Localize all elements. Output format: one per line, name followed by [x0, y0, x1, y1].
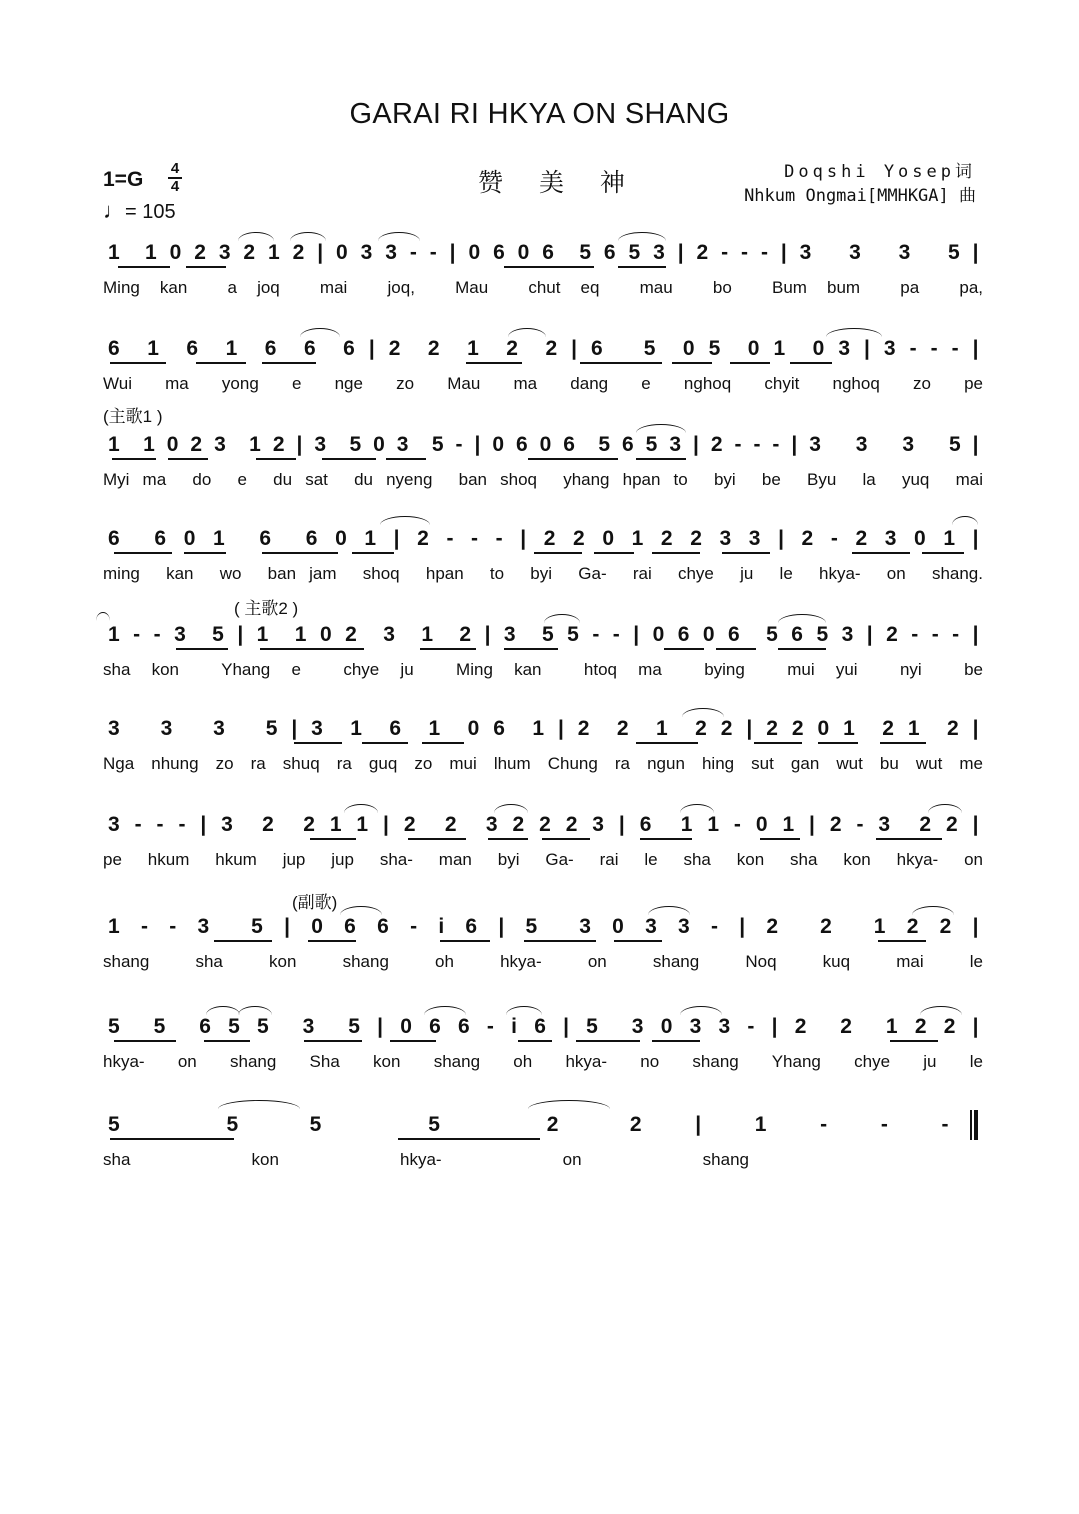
beam-underline [176, 648, 228, 650]
slur [378, 232, 420, 241]
lyricist-credit: Doqshi Yosep词 [784, 162, 976, 182]
lyrics-line: Nga nhung zo ra shuq ra guq zo mui lhum Chung ra ngun hing sut gan wut bu wut me [103, 754, 983, 773]
beam-underline [386, 458, 426, 460]
lyrics-line: sha kon hkya- on shang [103, 1150, 749, 1169]
slur [826, 328, 882, 337]
score-system-9 [0, 1010, 1079, 1080]
slur [300, 328, 340, 337]
beam-underline [352, 552, 394, 554]
time-signature-bottom: 4 [170, 178, 180, 195]
beam-underline [466, 362, 522, 364]
beam-underline [168, 458, 208, 460]
lyrics-line: ming kan wo ban jam shoq hpan to byi Ga- rai chye ju le hkya- on shang. [103, 564, 983, 583]
beam-underline [118, 266, 170, 268]
beam-underline [310, 838, 356, 840]
slur [912, 906, 954, 915]
score-system-5 [0, 599, 1079, 688]
slur [218, 1100, 300, 1109]
lyrics-line: sha kon Yhang e chye ju Ming kan htoq ma bying mui yui nyi be [103, 660, 983, 679]
beam-underline [664, 648, 704, 650]
beam-underline [390, 1040, 436, 1042]
beam-underline [722, 552, 770, 554]
beam-underline [614, 940, 662, 942]
beam-underline [524, 940, 596, 942]
slur [380, 516, 430, 525]
beam-underline [790, 362, 832, 364]
time-signature [168, 162, 182, 194]
beam-underline [636, 742, 698, 744]
quarter-note-icon: ♩ [103, 198, 125, 223]
slur [238, 1006, 272, 1015]
lyrics-line: Myi ma do e du sat du nyeng ban shoq yhang hpan to byi be Byu la yuq mai [103, 470, 983, 489]
beam-underline [640, 838, 692, 840]
slur [206, 1006, 240, 1015]
beam-underline [256, 458, 296, 460]
score-system-1 [0, 236, 1079, 306]
slur [920, 1006, 962, 1015]
beam-underline [294, 742, 342, 744]
beam-underline [760, 838, 800, 840]
time-signature-top: 4 [170, 160, 180, 177]
beam-underline [504, 266, 594, 268]
slur [682, 708, 724, 717]
composer-credit: Nhkum Ongmai[MMHKGA] 曲 [744, 186, 976, 206]
final-barline [970, 1110, 979, 1140]
beam-underline [322, 458, 376, 460]
beam-underline [422, 742, 464, 744]
beam-underline [518, 1040, 552, 1042]
beam-underline [594, 552, 634, 554]
tempo-value: = 105 [125, 201, 176, 223]
score-system-10 [0, 1108, 1079, 1178]
beam-underline [818, 742, 858, 744]
slur [344, 804, 378, 813]
beam-underline [262, 362, 316, 364]
notation-line: 3 3 3 5 | 3 1 6 1 0 6 1 | 2 2 1 2 2 | 2 2 0 1 2 1 2 | [108, 717, 979, 740]
beam-underline [890, 1040, 938, 1042]
beam-underline [204, 1040, 250, 1042]
notation-line: 1 1 0 2 3 1 2 | 3 5 0 3 5 - | 0 6 0 6 5 6 5 3 | 2 - - - | 3 3 3 5 | [108, 433, 979, 456]
beam-underline [308, 940, 356, 942]
lyrics-line: Ming kan a joq mai joq, Mau chut eq mau bo Bum bum pa pa, [103, 278, 983, 297]
beam-underline [110, 362, 166, 364]
beam-underline [652, 552, 700, 554]
slur [680, 1006, 722, 1015]
song-title: GARAI RI HKYA ON SHANG [349, 98, 730, 130]
slur [238, 232, 274, 241]
slur [494, 804, 528, 813]
tempo-marking [103, 198, 176, 224]
beam-underline [754, 742, 802, 744]
notation-line: 5 5 5 5 2 2 | 1 - - - [108, 1113, 949, 1136]
beam-underline [580, 362, 662, 364]
slur [778, 614, 826, 623]
beam-underline [184, 552, 226, 554]
beam-underline [214, 940, 272, 942]
slur [648, 906, 690, 915]
slur [636, 424, 686, 433]
lyrics-line: Wui ma yong e nge zo Mau ma dang e nghoq chyit nghoq zo pe [103, 374, 983, 393]
score-system-8 [0, 893, 1079, 980]
beam-underline [876, 838, 942, 840]
score-system-6 [0, 712, 1079, 782]
beam-underline [304, 1040, 362, 1042]
score-system-2 [0, 332, 1079, 402]
slur [528, 1100, 610, 1109]
beam-underline [398, 1138, 540, 1140]
slur [340, 906, 382, 915]
beam-underline [778, 648, 826, 650]
beam-underline [114, 552, 172, 554]
lyrics-line: pe hkum hkum jup jup sha- man byi Ga- rai le sha kon sha kon hkya- on [103, 850, 983, 869]
slur [96, 612, 110, 621]
beam-underline [488, 838, 528, 840]
beam-underline [852, 552, 910, 554]
key-signature: 1=G [103, 168, 144, 191]
slur [928, 804, 962, 813]
beam-underline [534, 552, 582, 554]
score-system-7 [0, 808, 1079, 878]
notation-line: 1 1 0 2 3 2 1 2 | 0 3 3 - - | 0 6 0 6 5 6 5 3 | 2 - - - | 3 3 3 5 | [108, 241, 979, 264]
notation-line: 6 1 6 1 6 6 6 | 2 2 1 2 2 | 6 5 0 5 0 1 0 3 | 3 - - - | [108, 337, 979, 360]
score-system-4 [0, 522, 1079, 592]
notation-line: 1 - - 3 5 | 1 1 0 2 3 1 2 | 3 5 5 - - | 0 6 0 6 5 6 5 3 | 2 - - - | [108, 623, 979, 646]
beam-underline [922, 552, 964, 554]
beam-underline [528, 458, 618, 460]
beam-underline [576, 1040, 640, 1042]
section-label: (主歌1 ) [103, 407, 163, 426]
slur [680, 804, 714, 813]
beam-underline [730, 362, 770, 364]
beam-underline [114, 1040, 176, 1042]
slur [424, 1006, 466, 1015]
beam-underline [260, 648, 364, 650]
slur [618, 232, 666, 241]
beam-underline [420, 648, 476, 650]
beam-underline [716, 648, 756, 650]
beam-underline [672, 362, 712, 364]
beam-underline [878, 940, 926, 942]
beam-underline [652, 1040, 700, 1042]
notation-line: 3 - - - | 3 2 2 1 1 | 2 2 3 2 2 2 3 | 6 1 1 - 0 1 | 2 - 3 2 2 | [108, 813, 979, 836]
score-system-3 [0, 407, 1079, 498]
lyrics-line: shang sha kon shang oh hkya- on shang Noq kuq mai le [103, 952, 983, 971]
beam-underline [186, 266, 226, 268]
beam-underline [618, 266, 666, 268]
beam-underline [196, 362, 246, 364]
notation-line: 1 - - 3 5 | 0 6 6 - i 6 | 5 3 0 3 3 - | 2 2 1 2 2 | [108, 915, 979, 938]
slur [506, 1006, 542, 1015]
slur [544, 614, 580, 623]
beam-underline [362, 742, 408, 744]
beam-underline [504, 648, 558, 650]
beam-underline [262, 552, 338, 554]
subtitle: 赞 美 神 [478, 168, 639, 197]
slur [508, 328, 546, 337]
beam-underline [110, 1138, 234, 1140]
lyrics-line: hkya- on shang Sha kon shang oh hkya- no shang Yhang chye ju le [103, 1052, 983, 1071]
beam-underline [408, 838, 466, 840]
section-label: (副歌) [292, 893, 338, 912]
beam-underline [542, 838, 590, 840]
beam-underline [440, 940, 490, 942]
notation-line: 5 5 6 5 5 3 5 | 0 6 6 - i 6 | 5 3 0 3 3 - | 2 2 1 2 2 | [108, 1015, 979, 1038]
section-label: ( 主歌2 ) [234, 599, 299, 618]
slur [952, 516, 978, 525]
slur [290, 232, 326, 241]
beam-underline [636, 458, 686, 460]
beam-underline [112, 458, 156, 460]
notation-line: 6 6 0 1 6 6 0 1 | 2 - - - | 2 2 0 1 2 2 3 3 | 2 - 2 3 0 1 | [108, 527, 979, 550]
beam-underline [880, 742, 926, 744]
